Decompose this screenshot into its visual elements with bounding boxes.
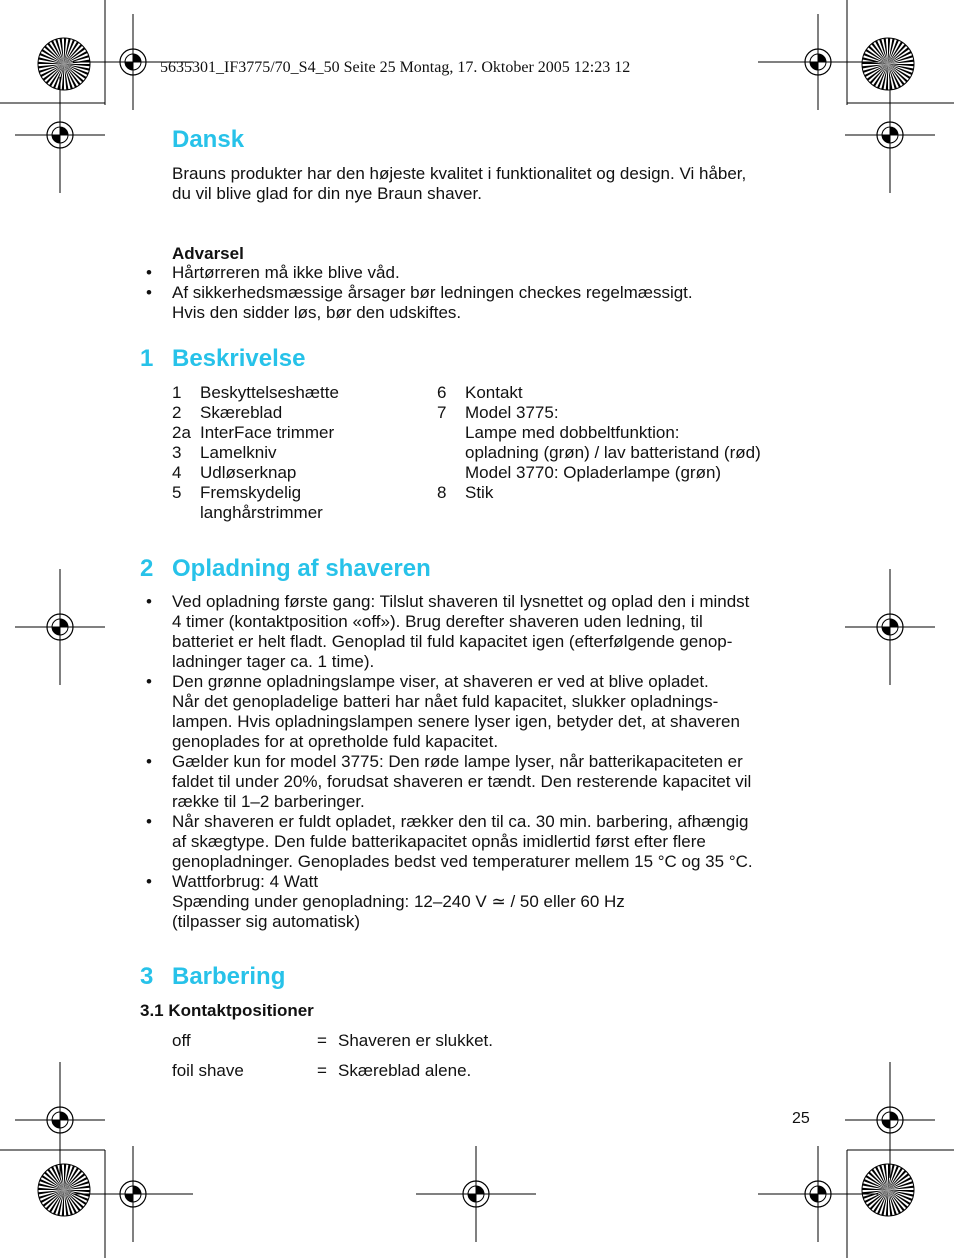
list-item-continuation — [437, 443, 761, 463]
list-item — [140, 283, 820, 323]
position-key: foil shave — [172, 1061, 244, 1080]
list-item-line: række til 1–2 barberinger. — [172, 792, 365, 811]
list-item-continuation — [172, 503, 339, 523]
section-heading-1 — [140, 345, 305, 373]
section-number: 2 — [140, 555, 154, 582]
registration-starburst-icon — [38, 38, 90, 90]
item-label: Beskyttelseshætte — [200, 383, 339, 402]
list-item — [140, 812, 820, 872]
list-item-line: Ved opladning første gang: Tilslut shaveren til lysnettet og oplad den i mindst — [172, 592, 750, 611]
registration-crosshair-icon — [758, 1146, 878, 1242]
registration-starburst-icon — [862, 1164, 914, 1216]
item-number: 2 — [172, 403, 182, 422]
section-heading-3 — [140, 963, 285, 991]
list-item — [140, 263, 820, 283]
position-description: Shaveren er slukket. — [338, 1031, 493, 1050]
item-number: 3 — [172, 443, 182, 462]
list-item-line: lampen. Hvis opladningslampen senere lyser igen, betyder det, at shaveren — [172, 712, 740, 731]
list-item — [437, 403, 761, 423]
list-item-line: faldet til under 20%, forudsat shaveren er tændt. Den resterende kapacitet vil — [172, 772, 752, 791]
list-item-line: genopladninger. Genoplades bedst ved temperaturer mellem 15 °C og 35 °C. — [172, 852, 753, 871]
registration-crosshair-icon — [845, 77, 935, 193]
item-label: Model 3770: Opladerlampe (grøn) — [465, 463, 722, 482]
item-label: Model 3775: — [465, 403, 559, 422]
parts-list-left — [172, 383, 339, 523]
item-label: Lampe med dobbeltfunktion: — [465, 423, 680, 442]
registration-crosshair-icon — [416, 1146, 536, 1242]
item-label: Skæreblad — [200, 403, 283, 422]
list-item — [172, 383, 339, 403]
warning-list — [140, 263, 820, 323]
list-item — [172, 403, 339, 423]
list-item-line: genoplades for at opretholde fuld kapacitet. — [172, 732, 499, 751]
item-label: InterFace trimmer — [200, 423, 335, 442]
bullet-dot: • — [146, 812, 152, 831]
section-title: Beskrivelse — [172, 345, 306, 372]
bullet-dot: • — [146, 263, 152, 282]
list-item-line: Spænding under genopladning: 12–240 V ≃ / 50 eller 60 Hz — [172, 892, 625, 911]
list-item — [140, 752, 820, 812]
list-item — [140, 872, 820, 932]
list-item-continuation — [437, 463, 761, 483]
item-number: 4 — [172, 463, 182, 482]
intro-line: Brauns produkter har den højeste kvalitet i funktionalitet og design. Vi håber, — [172, 164, 747, 183]
position-equals: = — [317, 1031, 327, 1050]
bullet-dot: • — [146, 283, 152, 302]
parts-list-right — [437, 383, 761, 503]
item-number: 8 — [437, 483, 447, 502]
list-item — [172, 483, 339, 503]
item-label: Lamelkniv — [200, 443, 277, 462]
print-header: 5635301_IF3775/70_S4_50 Seite 25 Montag, 17. Oktober 2005 12:23 12 — [160, 59, 631, 76]
registration-crosshair-icon — [15, 1062, 105, 1178]
section-number: 3 — [140, 963, 154, 990]
list-item — [172, 463, 339, 483]
list-item — [140, 672, 820, 752]
bullet-dot: • — [146, 752, 152, 771]
item-number: 5 — [172, 483, 182, 502]
page-number: 25 — [792, 1110, 810, 1127]
position-equals: = — [317, 1061, 327, 1080]
bullet-dot: • — [146, 672, 152, 691]
registration-starburst-icon — [862, 38, 914, 90]
list-item-line: Når det genopladelige batteri har nået fuld kapacitet, slukker opladnings- — [172, 692, 719, 711]
item-number: 1 — [172, 383, 182, 402]
list-item-continuation — [437, 423, 761, 443]
position-key: off — [172, 1031, 191, 1050]
bullet-dot: • — [146, 872, 152, 891]
list-item — [140, 592, 820, 672]
registration-starburst-icon — [38, 1164, 90, 1216]
registration-crosshair-icon — [73, 1146, 193, 1242]
list-item — [437, 383, 761, 403]
list-item-line: batteriet er helt fladt. Genoplad til fuld kapacitet igen (efterfølgende genop- — [172, 632, 733, 651]
subsection-title: 3.1 Kontaktpositioner — [140, 1001, 314, 1020]
section-number: 1 — [140, 345, 154, 372]
charging-list — [140, 592, 820, 932]
item-label: Stik — [465, 483, 494, 502]
page-title: Dansk — [172, 126, 245, 153]
list-item-line: Hårtørreren må ikke blive våd. — [172, 263, 400, 282]
item-number: 6 — [437, 383, 447, 402]
list-item-line: Den grønne opladningslampe viser, at shaveren er ved at blive opladet. — [172, 672, 709, 691]
registration-crosshair-icon — [15, 77, 105, 193]
position-description: Skæreblad alene. — [338, 1061, 472, 1080]
section-heading-2 — [140, 555, 431, 583]
list-item-line: ladninger tager ca. 1 time). — [172, 652, 375, 671]
section-title: Opladning af shaveren — [172, 555, 431, 582]
warning-title: Advarsel — [172, 244, 244, 263]
list-item-line: (tilpasser sig automatisk) — [172, 912, 361, 931]
registration-crosshair-icon — [845, 1062, 935, 1178]
item-label: opladning (grøn) / lav batteristand (rød) — [465, 443, 761, 462]
registration-crosshair-icon — [845, 569, 935, 685]
list-item-line: Hvis den sidder løs, bør den udskiftes. — [172, 303, 462, 322]
list-item — [437, 483, 761, 503]
item-label: Udløserknap — [200, 463, 297, 482]
list-item — [172, 443, 339, 463]
list-item-line: Af sikkerhedsmæssige årsager bør ledningen checkes regelmæssigt. — [172, 283, 693, 302]
list-item-line: Gælder kun for model 3775: Den røde lampe lyser, når batterikapaciteten er — [172, 752, 743, 771]
intro-paragraph — [172, 164, 746, 204]
section-title: Barbering — [172, 963, 286, 990]
bullet-dot: • — [146, 592, 152, 611]
list-item-line: Når shaveren er fuldt opladet, rækker den til ca. 30 min. barbering, afhængig — [172, 812, 749, 831]
item-number: 7 — [437, 403, 447, 422]
list-item-line: Wattforbrug: 4 Watt — [172, 872, 319, 891]
intro-line: du vil blive glad for din nye Braun shaver. — [172, 184, 482, 203]
item-label: langhårstrimmer — [200, 503, 323, 522]
list-item — [172, 423, 339, 443]
registration-crosshair-icon — [758, 14, 878, 110]
item-label: Fremskydelig — [200, 483, 302, 502]
item-label: Kontakt — [465, 383, 523, 402]
registration-crosshair-icon — [15, 569, 105, 685]
list-item-line: af skægtype. Den fulde batterikapacitet opnås imidlertid først efter flere — [172, 832, 706, 851]
item-number: 2a — [172, 423, 191, 442]
list-item-line: 4 timer (kontaktposition «off»). Brug derefter shaveren uden ledning, til — [172, 612, 703, 631]
